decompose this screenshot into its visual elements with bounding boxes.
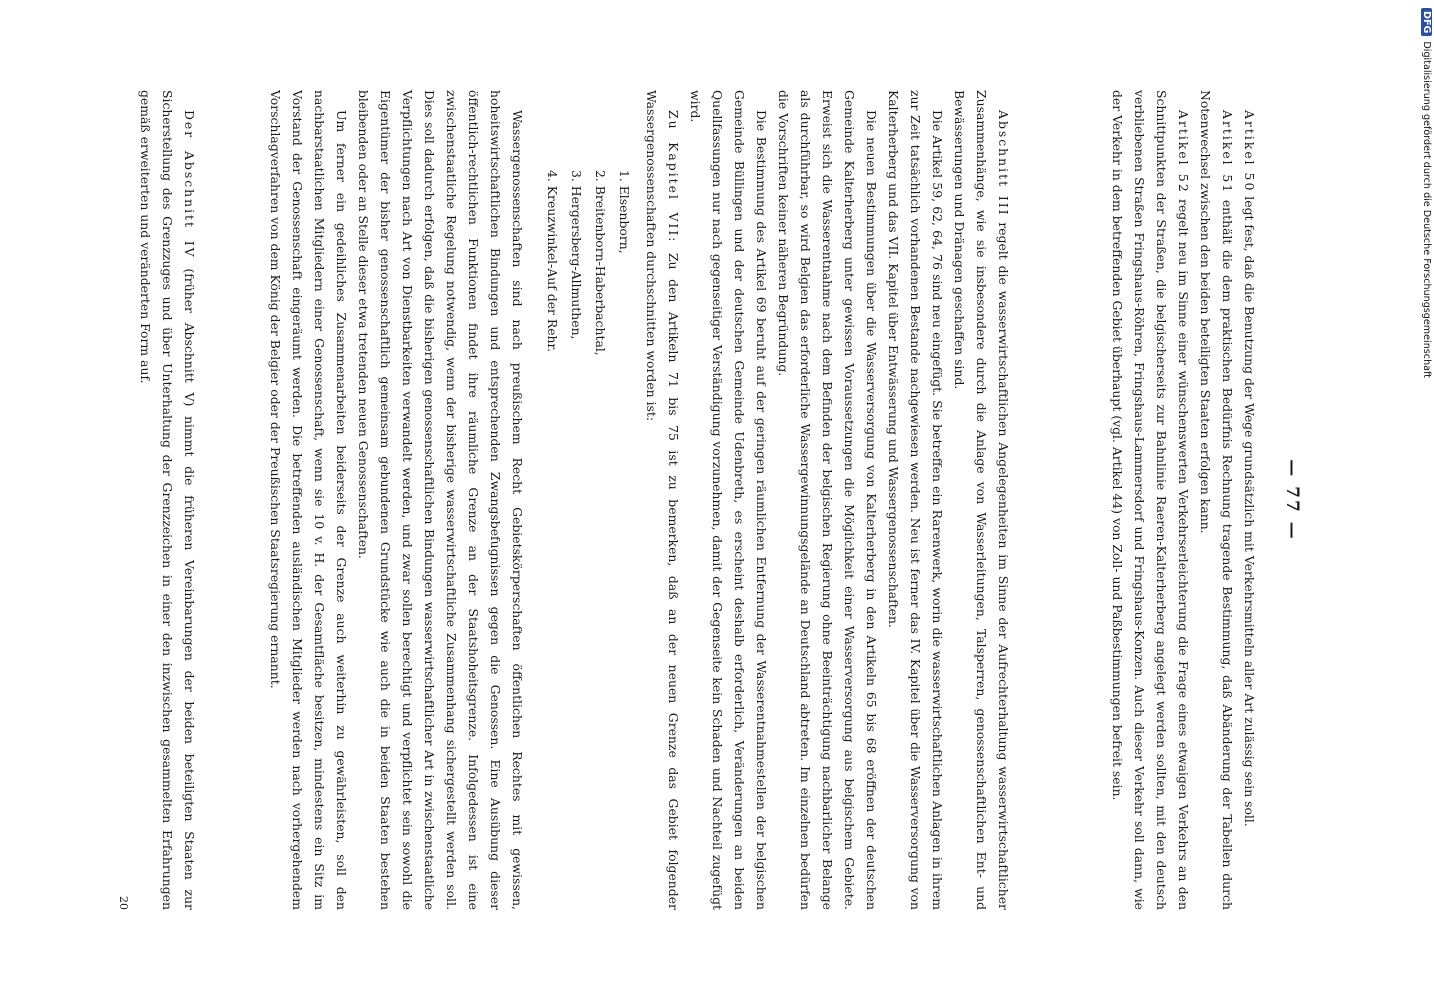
footer-number: 20 — [117, 896, 130, 910]
paragraph — [352, 90, 528, 910]
section-wassergenossenschaften — [264, 90, 528, 910]
paragraph-text: Um ferner ein gedeihliches Zusammenarbeiten beiderseits der Grenze auch weiterhin zu gewährleisten, soll den nachbarstaatlichen Mitgliedern einer Genossenschaft, wenn sie 10 v. H. der Gesamtfläche besitzen, mindestens ein Sitz im Vorstand der Genossenschaft eingeräumt werden. Die betreffenden ausländischen Mitglieder werden nach vorhergehendem Vorschlagverfahren von dem König der Belgier oder der Preußischen Staatsregierung ernannt. — [268, 90, 349, 910]
paragraph — [948, 90, 1014, 910]
list-item: 3. Hergersberg-Allmuthen, — [569, 170, 584, 340]
paragraph-lead: Artikel 51 — [1220, 110, 1235, 195]
paragraph-lead: Der Abschnitt IV — [182, 110, 197, 259]
paragraph — [772, 90, 882, 910]
section-abschnitt-iii — [536, 90, 1014, 910]
paragraph-lead: Artikel 50 — [1242, 110, 1257, 193]
paragraph-text: Die neuen Bestimmungen über die Wasserversorgung von Kalterherberg in den Artikeln 65 bis 68 eröffnen der deutschen Gemeinde Kalterherberg unter gewissen Voraussetzungen die Möglichkeit einer Wasserversorgung aus belgischem Gebiete. Erweist sich die Wasserentnahme nach dem Befinden der belgischen Regierung ohne Beeinträchtigung nachbarlicher Belange als durchführbar, so wird Belgien das erforderliche Wassergewinnungsgelände an Deutschland abtreten. Im einzelnen bedürfen die Vorschriften keiner näheren Begründung. — [776, 90, 879, 910]
paragraph — [640, 90, 684, 910]
paragraph — [684, 90, 772, 910]
paragraph — [1106, 90, 1194, 910]
list-item: 2. Breitenborn-Haberbachtal, — [593, 170, 608, 356]
section-abschnitt-iv — [134, 90, 200, 910]
paragraph-text: Wassergenossenschaften sind nach preußischem Recht Gebietskörperschaften öffentlichen Rechtes mit gewissen, hoheitswirtschaftlichen Bindungen und entsprechenden Zwangsbefugnissen gegen die Genossen. Eine Ausübung dieser öffentlich-rechtlichen Funktionen findet ihre räumliche Grenze an der Staatshoheitsgrenze. Infolgedessen ist eine zwischenstaatliche Regelung notwendig, wenn der bisherige wasserwirtschaftliche Zusammenhang sichergestellt werden soll. Dies soll dadurch erfolgen, daß die bisherigen genossenschaftlichen Bindungen wasserwirtschaftlicher Art in zwischenstaatliche Verpflichtungen nach Art von Dienstbarkeiten verwandelt werden, und zwar sollen berechtigt und verpflichtet sein sowohl die Eigentümer der bisher genossenschaftlich gemeinsam gebundenen Grundstücke wie auch die in beiden Staaten bestehen bleibenden oder an Stelle dieser etwa tretenden neuen Genossenschaften. — [356, 90, 525, 910]
paragraph — [1194, 90, 1238, 910]
paragraph-text: Die Artikel 59, 62, 64, 76 sind neu eingefügt. Sie betreffen ein Rarenwerk, worin die wasserwirtschaftlichen Anlagen in ihrem zur Zeit tatsächlich vorhandenen Bestande nachgewiesen werden. Neu ist ferner das IV. Kapitel über die Wasserversorgung von Kalterherberg und das VII. Kapitel über Entwässerung und Wassergenossenschaften. — [886, 90, 945, 910]
paragraph-text: (früher Abschnitt V) nimmt die früheren Vereinbarungen der beiden beteiligten Staaten zur Sicherstellung des Grenzzuges und über Unterhaltung der Grenzzeichen in einer den inzwischen gesammelten Erfahrungen gemäß erweiterten und veränderten Form auf. — [138, 90, 197, 910]
page-number-header: — 77 — — [1282, 459, 1302, 541]
list-item: 1. Elsenborn, — [617, 170, 632, 254]
paragraph-lead: Artikel 52 — [1176, 110, 1191, 194]
paragraph-text: Zu den Artikeln 71 bis 75 ist zu bemerken, daß an der neuen Grenze das Gebiet folgender Wassergenossenschaften durchschnitten worden ist: — [644, 90, 681, 910]
paragraph-lead: Zu Kapitel VII: — [666, 110, 681, 244]
paragraph — [1238, 90, 1260, 910]
paragraph-text: regelt die wasserwirtschaftlichen Angelegenheiten im Sinne der Aufrechterhaltung wasserwirtschaftlicher Zusammenhänge, wie sie insbesondere durch die Anlage von Wasserleitungen, Talsperren, genossenschaftlichen Ent- und Bewässerungen und Dränagen geschaffen sind. — [952, 90, 1011, 910]
paragraph — [882, 90, 948, 910]
paragraph-lead: Abschnitt III — [996, 110, 1011, 217]
section-articles-50-52 — [1106, 90, 1260, 910]
credit-text: Digitalisierung gefördert durch die Deutsche Forschungsgemeinschaft — [1421, 41, 1432, 378]
list-item: 4. Kreuzwinkel-Auf der Rehr. — [545, 170, 560, 353]
dfg-logo: DFG — [1421, 8, 1432, 36]
cooperative-list — [540, 170, 636, 910]
paragraph-text: Die Bestimmung des Artikel 69 beruht auf der geringen räumlichen Entfernung der Wasserentnahmestellen der belgischen Gemeinde Büllingen und der deutschen Gemeinde Udenbreth, es erscheint deshalb erforderlich, Veränderungen an beiden Quellfassungen nur nach gegenseitiger Verständigung vorzunehmen, damit der Gegenseite kein Schaden und Nachteil zugefügt wird. — [688, 90, 769, 910]
paragraph — [134, 90, 200, 910]
paragraph-text: legt fest, daß die Benutzung der Wege grundsätzlich mit Verkehrsmitteln aller Art zulässig sein soll. — [1242, 196, 1257, 827]
paragraph — [264, 90, 352, 910]
paragraph-text: enthält die dem praktischen Bedürfnis Rechnung tragende Bestimmung, daß Abänderung der Tabellen durch Notenwechsel zwischen den beiden beteiligten Staaten erfolgen kann. — [1198, 90, 1235, 910]
paragraph-text: regelt neu im Sinne einer wünschenswerten Verkehrserleichterung die Frage eines etwaigen Verkehrs an den Schnittpunkten der Straßen, die belgischerseits zur Bahnlinie Raeren-Kalterherberg angelegt werden sollten, mit den deutsch verbliebenen Straßen Fringshaus-Röhren, Fringshaus-Lammersdorf und Fringshaus-Konzen. Auch dieser Verkehr soll dann, wie der Verkehr in dem betreffenden Gebiet überhaupt (vgl. Artikel 44) von Zoll- und Paßbestimmungen befreit sein. — [1110, 90, 1191, 910]
dfg-credit — [1418, 8, 1432, 998]
document-page — [76, 90, 1310, 910]
